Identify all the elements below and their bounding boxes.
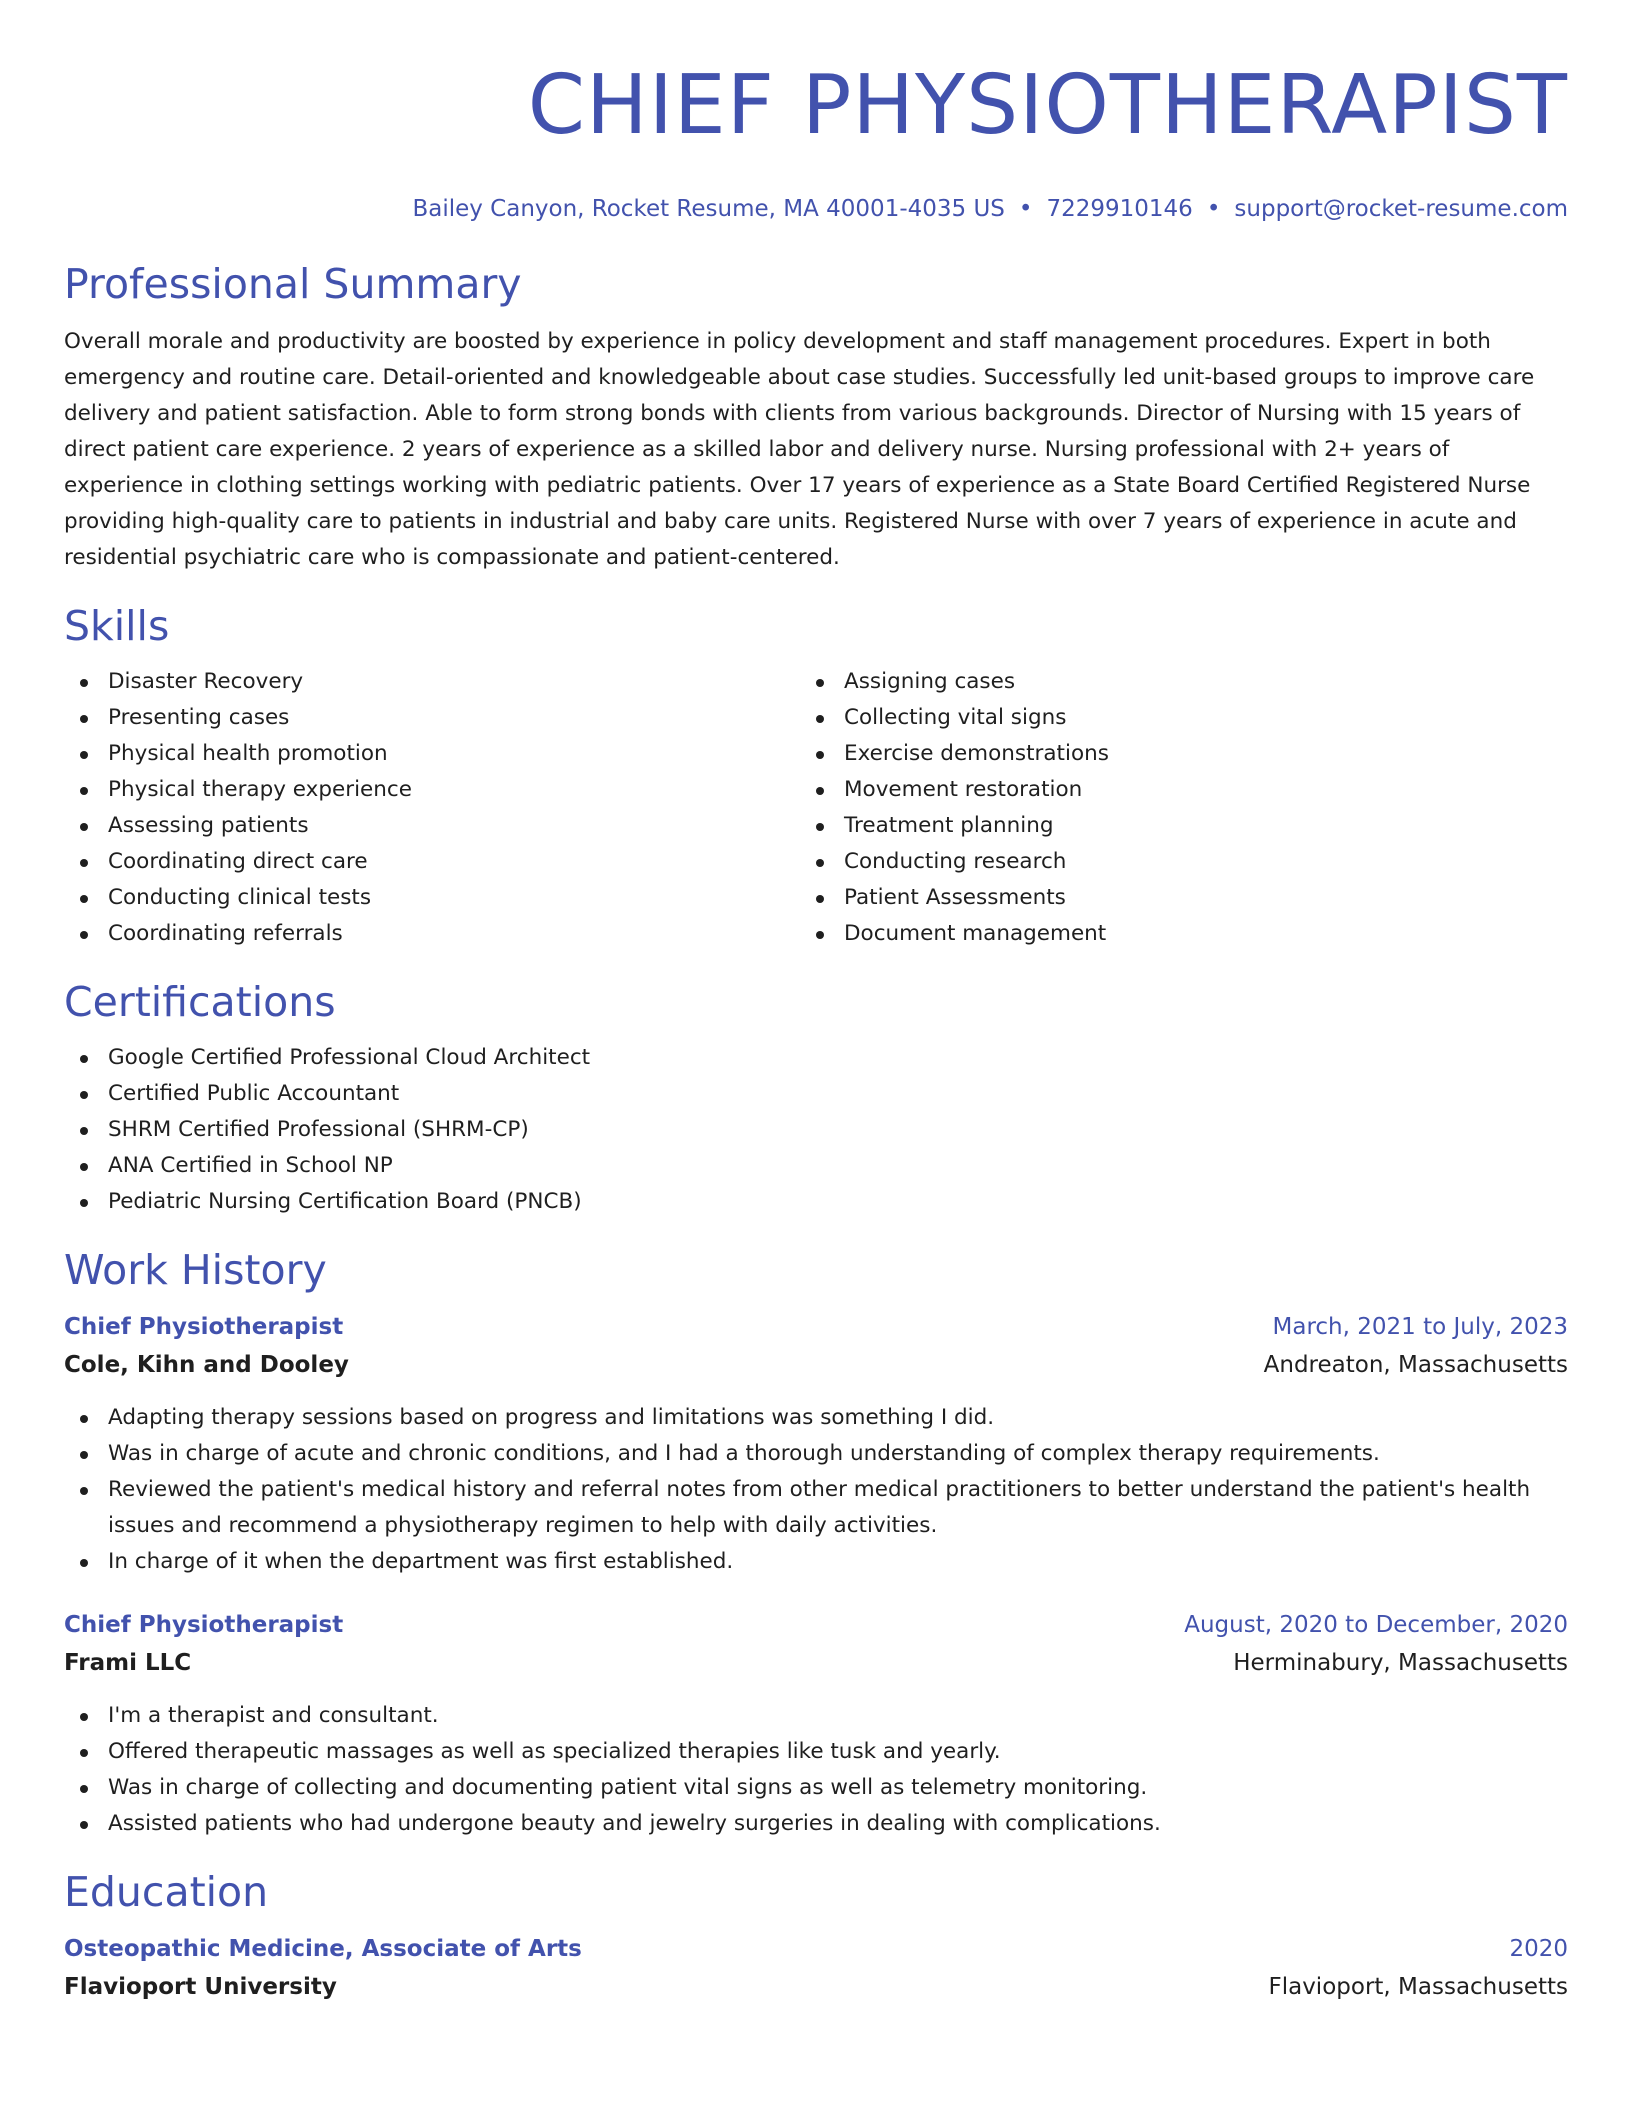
skill-item: Coordinating referrals [64,916,800,952]
job-entry [64,1606,1568,1842]
education-school-row [64,1968,1568,2006]
job-bullet: In charge of it when the department was first established. [64,1544,1568,1580]
job-title: Chief Physiotherapist [64,1612,344,1638]
job-bullet-list [64,1400,1568,1580]
skill-item: Document management [800,916,1560,952]
skill-item: Patient Assessments [800,880,1560,916]
job-entry [64,1308,1568,1580]
skill-item: Assigning cases [800,664,1560,700]
job-bullet: I'm a therapist and consultant. [64,1698,1568,1734]
job-company: Cole, Kihn and Dooley [64,1352,349,1378]
contact-separator: • [1206,196,1221,222]
resume-title: CHIEF PHYSIOTHERAPIST [527,58,1568,153]
education-school: Flavioport University [64,1974,337,2000]
contact-address: Bailey Canyon, Rocket Resume, MA 40001-4035 US [412,196,1005,222]
skill-item: Conducting clinical tests [64,880,800,916]
job-location: Herminabury, Massachusetts [1233,1650,1568,1676]
certification-item: Certified Public Accountant [64,1076,1568,1112]
job-header-row [64,1606,1568,1644]
skill-item: Collecting vital signs [800,700,1560,736]
section-certifications [64,976,1568,1220]
skill-item: Movement restoration [800,772,1560,808]
summary-paragraph: Overall morale and productivity are boosted by experience in policy development and staff management procedures. Expert in both emergency and routine care. Detail-oriented and knowledgeable about case studies. Successfully led unit-based groups to improve care delivery and patient satisfaction. Able to form strong bonds with clients from various backgrounds. Director of Nursing with 15 years of direct patient care experience. 2 years of experience as a skilled labor and delivery nurse. Nursing professional with 2+ years of experience in clothing settings working with pediatric patients. Over 17 years of experience as a State Board Certified Registered Nurse providing high-quality care to patients in industrial and baby care units. Registered Nurse with over 7 years of experience in acute and residential psychiatric care who is compassionate and patient-centered. [64,329,1535,570]
contact-phone: 7229910146 [1046,196,1193,222]
section-professional-summary [64,258,1568,576]
certification-item: Pediatric Nursing Certification Board (PNCB) [64,1184,1568,1220]
education-degree: Osteopathic Medicine, Associate of Arts [64,1936,582,1962]
section-heading: Work History [64,1246,327,1294]
job-bullet: Assisted patients who had undergone beauty and jewelry surgeries in dealing with complications. [64,1806,1568,1842]
skill-item: Presenting cases [64,700,800,736]
skill-item: Physical health promotion [64,736,800,772]
contact-separator: • [1018,196,1033,222]
job-bullet: Adapting therapy sessions based on progress and limitations was something I did. [64,1400,1568,1436]
skill-item: Assessing patients [64,808,800,844]
job-location: Andreaton, Massachusetts [1263,1352,1568,1378]
job-company: Frami LLC [64,1650,192,1676]
section-work-history [64,1244,1568,1842]
education-year: 2020 [1509,1936,1568,1962]
job-dates: March, 2021 to July, 2023 [1272,1314,1568,1340]
section-heading: Certifications [64,978,336,1026]
education-entry [64,1930,1568,2006]
job-bullet: Reviewed the patient's medical history and referral notes from other medical practitioners to better understand the patient's health issues and recommend a physiotherapy regimen to help with daily activities. [64,1472,1568,1544]
section-education [64,1866,1568,2006]
skills-grid [64,664,1568,952]
certification-item: Google Certified Professional Cloud Architect [64,1040,1568,1076]
skill-item: Exercise demonstrations [800,736,1560,772]
education-location: Flavioport, Massachusetts [1268,1974,1568,2000]
skill-item: Physical therapy experience [64,772,800,808]
education-header-row [64,1930,1568,1968]
section-heading: Skills [64,602,170,650]
skill-item: Conducting research [800,844,1560,880]
certification-item: SHRM Certified Professional (SHRM-CP) [64,1112,1568,1148]
job-title: Chief Physiotherapist [64,1314,344,1340]
contact-email[interactable]: support@rocket-resume.com [1234,196,1568,222]
skill-item: Coordinating direct care [64,844,800,880]
job-bullet-list [64,1698,1568,1842]
skill-item: Disaster Recovery [64,664,800,700]
job-dates: August, 2020 to December, 2020 [1184,1612,1568,1638]
job-company-row [64,1346,1568,1384]
skills-column-left [64,664,800,952]
skills-column-right [800,664,1560,952]
section-skills [64,600,1568,952]
certification-list [64,1040,1568,1220]
job-header-row [64,1308,1568,1346]
section-heading: Professional Summary [64,260,522,308]
contact-line [64,194,1568,224]
job-company-row [64,1644,1568,1682]
job-bullet: Offered therapeutic massages as well as specialized therapies like tusk and yearly. [64,1734,1568,1770]
certification-item: ANA Certified in School NP [64,1148,1568,1184]
job-bullet: Was in charge of collecting and documenting patient vital signs as well as telemetry monitoring. [64,1770,1568,1806]
job-bullet: Was in charge of acute and chronic conditions, and I had a thorough understanding of complex therapy requirements. [64,1436,1568,1472]
section-heading: Education [64,1868,269,1916]
skill-item: Treatment planning [800,808,1560,844]
